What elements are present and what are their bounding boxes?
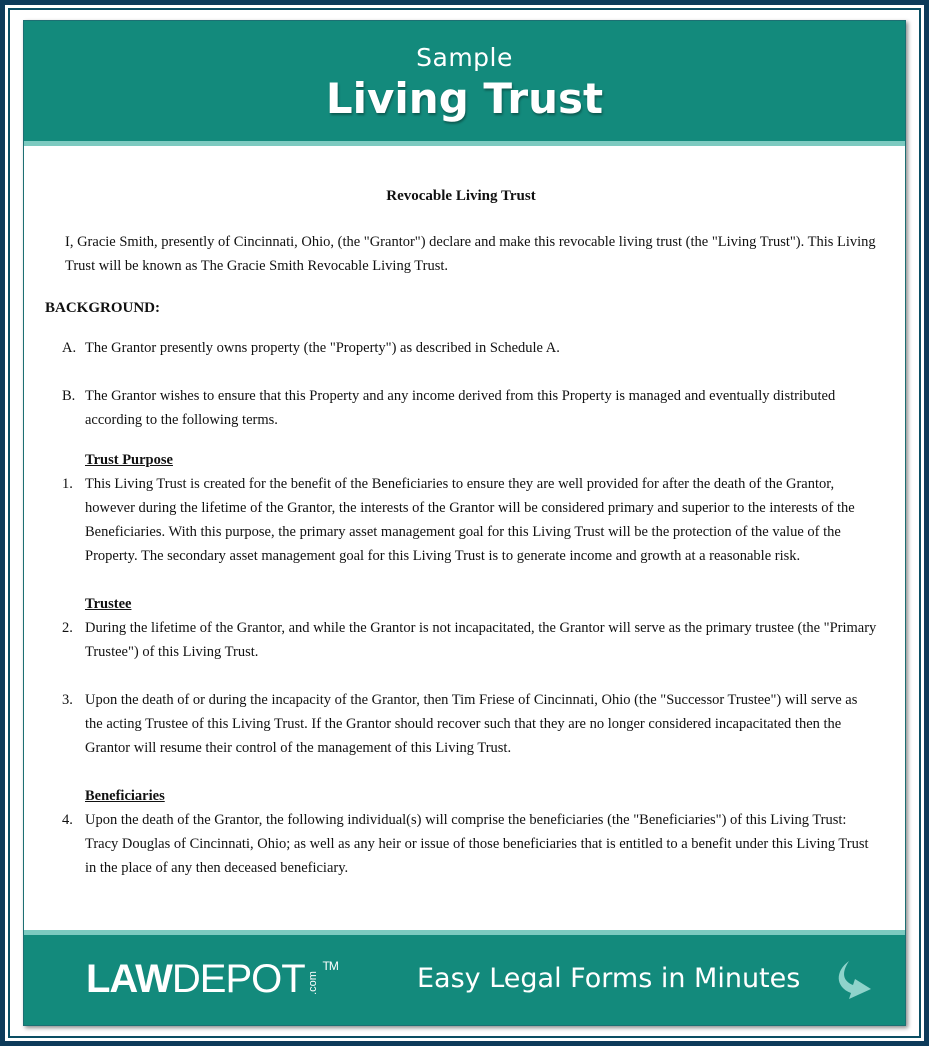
beneficiaries-heading: Beneficiaries [85, 788, 165, 804]
logo-law: LAW [86, 957, 172, 1001]
lawdepot-logo [86, 957, 344, 1002]
frame [10, 10, 919, 1036]
sample-card [23, 20, 906, 1026]
header-banner [24, 21, 905, 146]
trustee-heading: Trustee [85, 596, 132, 612]
item-label: A. [62, 340, 77, 356]
footer-banner [24, 930, 905, 1025]
logo-tm: TM [322, 959, 338, 973]
background-item-a [45, 336, 877, 360]
item-text: The Grantor presently owns property (the "Property") as described in Schedule A. [85, 340, 560, 356]
footer-tagline: Easy Legal Forms in Minutes [417, 963, 801, 994]
curved-arrow-icon [831, 957, 883, 1003]
list-item [45, 808, 877, 880]
inner-border [5, 5, 924, 1041]
intro-paragraph: I, Gracie Smith, presently of Cincinnati, Ohio, (the "Grantor") declare and make this revocable living trust (the "Living Trust"). This Living Trust will be known as The Gracie Smith Revocable Living Trust. [65, 234, 876, 274]
item-label: 2. [62, 620, 73, 636]
document-title: Revocable Living Trust [386, 188, 536, 204]
background-item-b [45, 384, 877, 432]
header-title: Living Trust [325, 74, 604, 123]
item-text: Upon the death of the Grantor, the following individual(s) will comprise the beneficiaries (the "Beneficiaries") of this Living Trust: Tracy Douglas of Cincinnati, Ohio; as well as any heir or issue of those beneficiaries that is entitled to a benefit under this Living Trust in the place of any then deceased beneficiary. [85, 812, 869, 876]
item-text: The Grantor wishes to ensure that this Property and any income derived from this Property is managed and eventually distributed according to the following terms. [85, 388, 836, 428]
item-label: 3. [62, 692, 73, 708]
item-text: This Living Trust is created for the benefit of the Beneficiaries to ensure they are well provided for after the death of the Grantor, however during the lifetime of the Grantor, the interests of the Grantor will be considered primary and superior to the interests of the Beneficiaries. With this purpose, the primary asset management goal for this Living Trust will be the protection of the value of the Property. The secondary asset management goal for this Living Trust is to generate income and growth at a reasonable risk. [85, 476, 855, 564]
item-label: 1. [62, 476, 73, 492]
logo-com: .com [306, 971, 319, 995]
background-heading: BACKGROUND: [45, 300, 160, 316]
item-text: Upon the death of or during the incapacity of the Grantor, then Tim Friese of Cincinnati, Ohio (the "Successor Trustee") will serve as the acting Trustee of this Living Trust. If the Grantor should recover such that they are no longer considered incapacitated then the Grantor will resume their control of the management of this Living Trust. [85, 692, 858, 756]
item-label: 4. [62, 812, 73, 828]
list-item [45, 688, 877, 760]
header-subtitle: Sample [416, 43, 513, 72]
item-label: B. [62, 388, 76, 404]
trust-purpose-heading: Trust Purpose [85, 452, 173, 468]
logo-depot: DEPOT [171, 957, 305, 1001]
list-item [45, 472, 877, 568]
item-text: During the lifetime of the Grantor, and while the Grantor is not incapacitated, the Grantor will serve as the primary trustee (the "Primary Trustee") of this Living Trust. [85, 620, 877, 660]
frame-border [8, 8, 921, 1038]
list-item [45, 616, 877, 664]
document-body [24, 146, 905, 926]
